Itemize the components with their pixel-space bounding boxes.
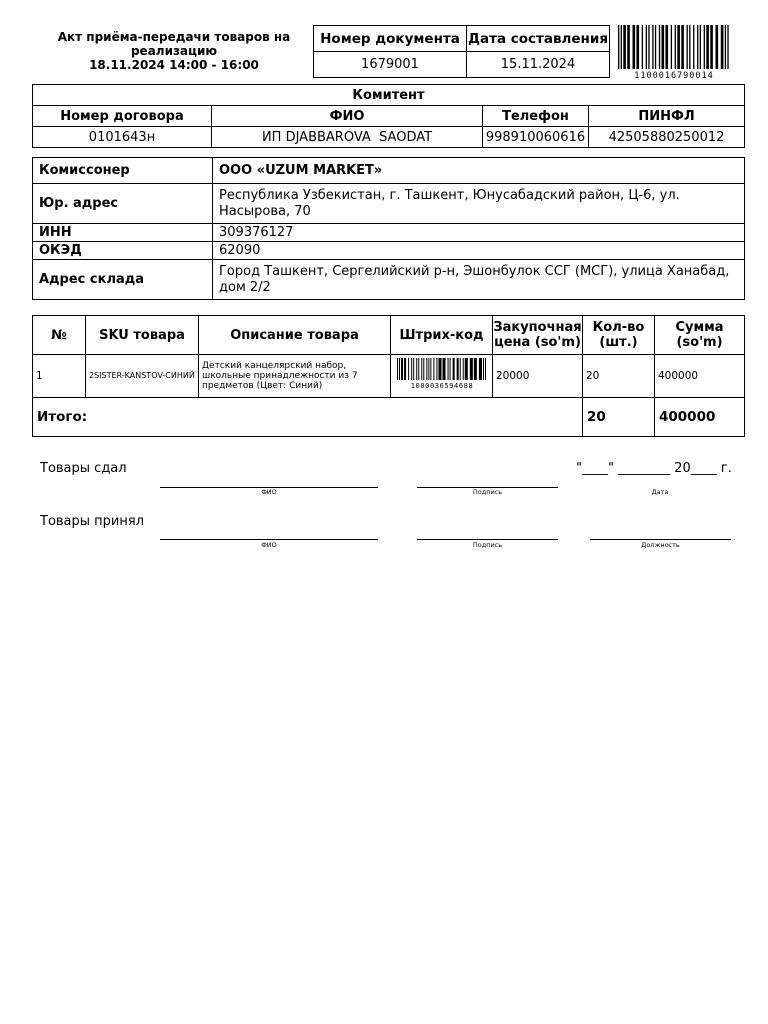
goods-header-sku: SKU товара [86, 316, 199, 355]
barcode-bar [689, 25, 690, 69]
barcode-bar [721, 25, 724, 69]
document-barcode-text: 1100016790014 [634, 71, 714, 81]
barcode-bar [655, 25, 656, 69]
document-date-label: Дата составления [467, 26, 610, 52]
goods-item-price: 20000 [493, 355, 583, 398]
barcode-bar [618, 25, 619, 69]
barcode-bar [727, 25, 728, 69]
contract-number: 0101643н [33, 127, 212, 148]
barcode-bar [401, 358, 403, 380]
handed-over-signature-caption: Подпись [472, 488, 503, 496]
goods-item-barcode-text: 1000036594688 [410, 382, 473, 390]
received-position-line [590, 539, 731, 540]
barcode-bar [430, 358, 431, 380]
barcode-bar [423, 358, 424, 380]
barcode-bar [411, 358, 412, 380]
pinfl-header: ПИНФЛ [589, 106, 745, 127]
document-number-label: Номер документа [314, 26, 467, 52]
barcode-bar [447, 358, 448, 380]
inn-label: ИНН [33, 224, 213, 242]
barcode-bar [428, 358, 429, 380]
commissioner-table [32, 157, 745, 300]
title-line-3: 18.11.2024 14:00 - 16:00 [89, 58, 259, 72]
goods-item-sum: 400000 [655, 355, 745, 398]
barcode-bar [636, 25, 639, 69]
title-line-1: Акт приёма-передачи товаров на [57, 30, 291, 44]
barcode-bar [433, 358, 434, 380]
goods-header-sum: Сумма (so'm) [655, 316, 745, 355]
goods-item-description: Детский канцелярский набор, школьные принадлежности из 7 предметов (Цвет: Синий) [199, 355, 391, 398]
goods-row [33, 355, 745, 398]
goods-header-barcode: Штрих-код [391, 316, 493, 355]
received-fio-line [160, 539, 378, 540]
document-number: 1679001 [314, 52, 467, 78]
barcode-bar [462, 358, 463, 380]
barcode-bar [421, 358, 422, 380]
barcode-bar [442, 358, 445, 380]
barcode-bar [469, 358, 472, 380]
barcode-bar [438, 358, 441, 380]
received-signature-line [417, 539, 558, 540]
title-line-2: реализацию [130, 44, 218, 58]
barcode-bar [677, 25, 680, 69]
komitent-header: Комитент [33, 85, 745, 106]
goods-header-description: Описание товара [199, 316, 391, 355]
barcode-bar [482, 358, 483, 380]
warehouse-address-label: Адрес склада [33, 260, 213, 300]
legal-address-label: Юр. адрес [33, 184, 213, 224]
goods-total-qty: 20 [583, 398, 655, 437]
document-barcode [614, 25, 734, 81]
barcode-bar [456, 358, 458, 380]
barcode-bar [452, 358, 454, 380]
barcode-bar [436, 358, 437, 380]
barcode-bar [459, 358, 460, 380]
barcode-bar [652, 25, 653, 69]
oked-value: 62090 [213, 242, 745, 260]
goods-table [32, 315, 745, 437]
barcode-bar [416, 358, 417, 380]
goods-item-qty: 20 [583, 355, 655, 398]
goods-total-label: Итого: [33, 398, 583, 437]
barcode-bar [716, 25, 719, 69]
barcode-bar [661, 25, 664, 69]
barcode-bar [671, 25, 672, 69]
barcode-bar [404, 358, 406, 380]
barcode-bar [632, 25, 635, 69]
warehouse-address: Город Ташкент, Сергелийский р-н, Эшонбулок ССГ (МСГ), улица Ханабад, дом 2/2 [213, 260, 745, 300]
barcode-bar [627, 25, 630, 69]
inn-value: 309376127 [213, 224, 745, 242]
barcode-bar [704, 25, 705, 69]
barcode-bar [706, 25, 709, 69]
komitent-phone: 998910060616 [483, 127, 589, 148]
goods-header-price: Закупочная цена (so'm) [493, 316, 583, 355]
barcode-bar [700, 25, 701, 69]
barcode-bar [449, 358, 450, 380]
document-barcode-bars [618, 25, 729, 69]
goods-item-sku: 2SISTER-KANSTOV-СИНИЙ [86, 355, 199, 398]
fio-header: ФИО [212, 106, 483, 127]
goods-total-sum: 400000 [655, 398, 745, 437]
document-info-table [313, 25, 610, 78]
legal-address: Республика Узбекистан, г. Ташкент, Юнусабадский район, Ц-6, ул. Насырова, 70 [213, 184, 745, 224]
goods-item-number: 1 [33, 355, 86, 398]
barcode-bar [426, 358, 427, 380]
goods-total-row [33, 398, 745, 437]
barcode-bar [408, 358, 409, 380]
barcode-bar [642, 25, 643, 69]
barcode-bar [675, 25, 676, 69]
handed-over-date-caption: Дата [651, 488, 669, 496]
barcode-bar [646, 25, 647, 69]
komitent-table [32, 84, 745, 148]
received-fio-caption: ФИО [261, 541, 277, 549]
goods-item-barcode-cell [391, 355, 493, 398]
barcode-bar [681, 25, 684, 69]
oked-label: ОКЭД [33, 242, 213, 260]
phone-header: Телефон [483, 106, 589, 127]
barcode-bar [659, 25, 660, 69]
received-signature-caption: Подпись [472, 541, 503, 549]
contract-number-header: Номер договора [33, 106, 212, 127]
barcode-bar [473, 358, 476, 380]
barcode-bar [418, 358, 419, 380]
barcode-bar [725, 25, 726, 69]
barcode-bar [665, 25, 668, 69]
received-label: Товары принял [40, 514, 144, 529]
goods-item-barcode-bars [397, 358, 486, 380]
komitent-pinfl: 42505880250012 [589, 127, 745, 148]
barcode-bar [464, 358, 467, 380]
goods-header-number: № [33, 316, 86, 355]
commissioner-name: ООО «UZUM MARKET» [213, 158, 745, 184]
barcode-bar [710, 25, 713, 69]
barcode-bar [623, 25, 626, 69]
commissioner-label: Комиссонер [33, 158, 213, 184]
handed-over-label: Товары сдал [40, 461, 127, 476]
barcode-bar [397, 358, 398, 380]
barcode-bar [648, 25, 649, 69]
date-line: "____" ________ 20____ г. [576, 461, 732, 476]
barcode-bar [484, 358, 485, 380]
barcode-bar [697, 25, 698, 69]
handed-over-fio-caption: ФИО [261, 488, 277, 496]
goods-header-qty: Кол-во (шт.) [583, 316, 655, 355]
barcode-bar [399, 358, 400, 380]
barcode-bar [687, 25, 688, 69]
komitent-fio: ИП DJABBAROVA SAODAT [212, 127, 483, 148]
barcode-bar [621, 25, 622, 69]
document-title [40, 30, 308, 72]
barcode-bar [478, 358, 481, 380]
barcode-bar [413, 358, 414, 380]
goods-item-barcode [394, 358, 490, 390]
barcode-bar [693, 25, 694, 69]
document-date: 15.11.2024 [467, 52, 610, 78]
received-position-caption: Должность [641, 541, 680, 549]
